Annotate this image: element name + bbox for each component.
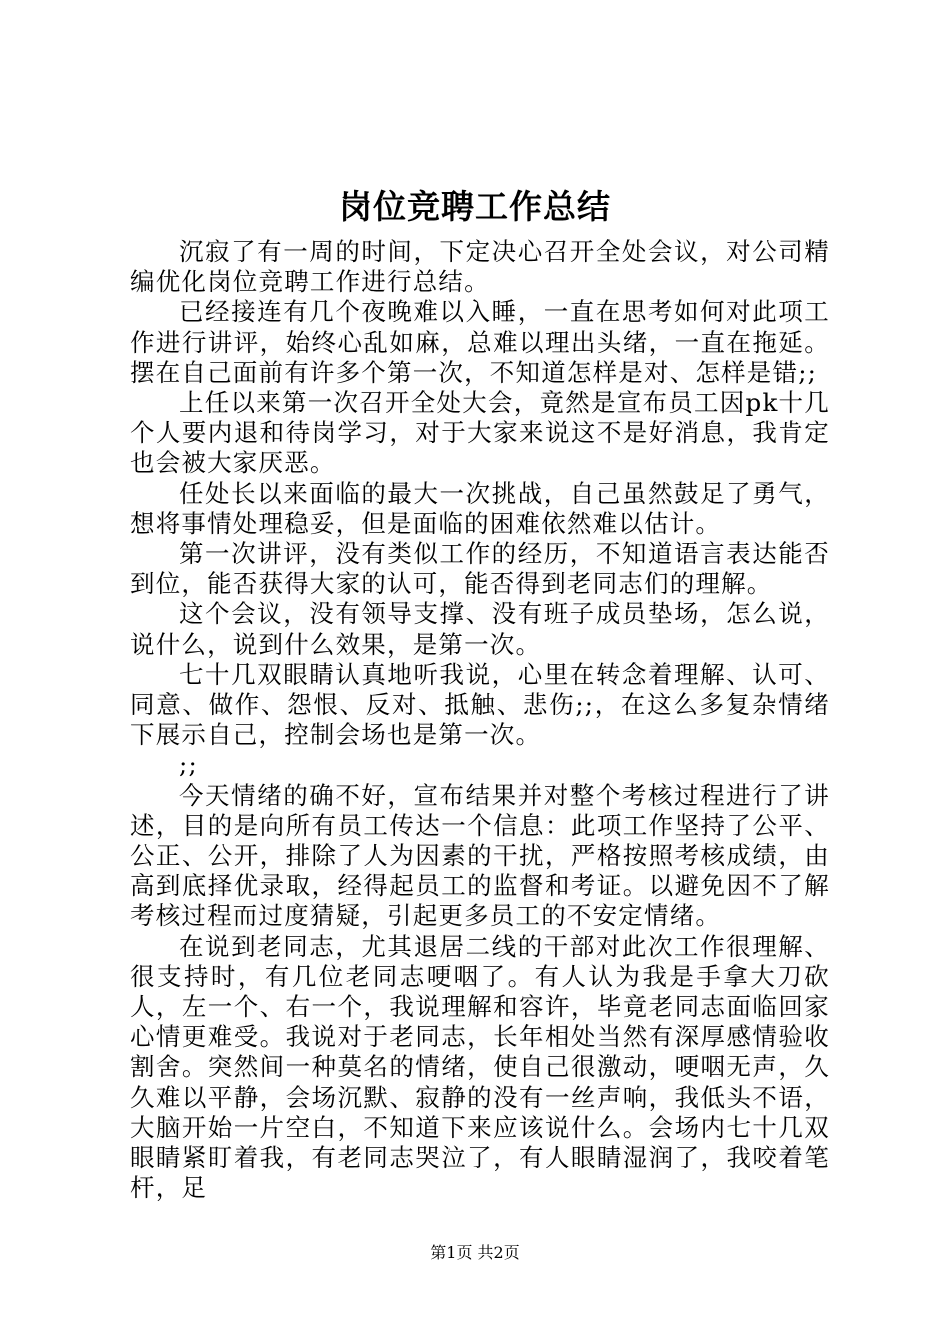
document-body [130,237,830,1204]
paragraph-4: 任处长以来面临的最大一次挑战，自己虽然鼓足了勇气，想将事情处理稳妥，但是面临的困难依然难以估计。 [130,478,830,538]
paragraph-2: 已经接连有几个夜晚难以入睡，一直在思考如何对此项工作进行讲评，始终心乱如麻，总难以理出头绪，一直在拖延。摆在自己面前有许多个第一次，不知道怎样是对、怎样是错;; [130,297,830,387]
page-footer: 第1页 共2页 [430,1243,520,1262]
paragraph-6: 这个会议，没有领导支撑、没有班子成员垫场，怎么说，说什么，说到什么效果，是第一次。 [130,599,830,659]
paragraph-9: 今天情绪的确不好，宣布结果并对整个考核过程进行了讲述，目的是向所有员工传达一个信息：此项工作坚持了公平、公正、公开，排除了人为因素的干扰，严格按照考核成绩，由高到底择优录取，经得起员工的监督和考证。以避免因不了解考核过程而过度猜疑，引起更多员工的不安定情绪。 [130,780,830,931]
paragraph-7: 七十几双眼睛认真地听我说，心里在转念着理解、认可、同意、做作、怨恨、反对、抵触、悲伤;;，在这么多复杂情绪下展示自己，控制会场也是第一次。 [130,659,830,750]
document-title: 岗位竞聘工作总结 [339,187,611,226]
paragraph-1: 沉寂了有一周的时间，下定决心召开全处会议，对公司精编优化岗位竞聘工作进行总结。 [130,237,830,297]
paragraph-8: ;; [179,750,198,780]
paragraph-3: 上任以来第一次召开全处大会，竟然是宣布员工因pk十几个人要内退和待岗学习，对于大家来说这不是好消息，我肯定也会被大家厌恶。 [130,388,830,478]
paragraph-5: 第一次讲评，没有类似工作的经历，不知道语言表达能否到位，能否获得大家的认可，能否得到老同志们的理解。 [130,539,830,599]
paragraph-10: 在说到老同志，尤其退居二线的干部对此次工作很理解、很支持时，有几位老同志哽咽了。有人认为我是手拿大刀砍人，左一个、右一个，我说理解和容许，毕竟老同志面临回家心情更难受。我说对于老同志，长年相处当然有深厚感情验收割舍。突然间一种莫名的情绪，使自己很激动，哽咽无声，久久难以平静，会场沉默、寂静的没有一丝声响，我低头不语，大脑开始一片空白，不知道下来应该说什么。会场内七十几双眼睛紧盯着我，有老同志哭泣了，有人眼睛湿润了，我咬着笔杆，足 [130,931,830,1203]
